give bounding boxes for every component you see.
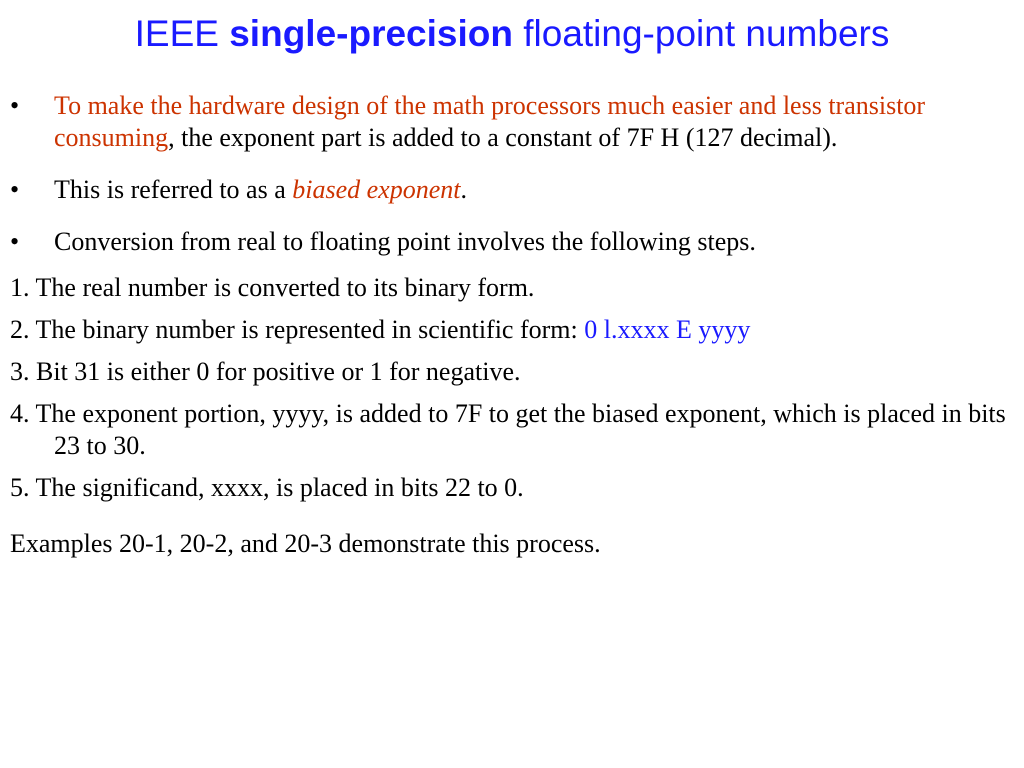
bullet-3 bbox=[10, 226, 1010, 258]
slide-content bbox=[10, 90, 1010, 560]
bullet-3-text: Conversion from real to floating point involves the following steps. bbox=[54, 227, 756, 256]
step-5 bbox=[10, 472, 1010, 504]
title-part-3: floating-point numbers bbox=[512, 13, 890, 54]
step-4-text: 4. The exponent portion, yyyy, is added to 7F to get the biased exponent, which is placed in bits 23 to 30. bbox=[10, 399, 1006, 460]
bullet-2-highlight: biased exponent bbox=[292, 175, 461, 204]
step-3-text: 3. Bit 31 is either 0 for positive or 1 for negative. bbox=[10, 357, 521, 386]
bullet-1-highlight: To make the hardware design of the math processors much easier and less transistor consuming bbox=[54, 91, 926, 152]
slide-title bbox=[0, 14, 1024, 55]
closing-paragraph: Examples 20-1, 20-2, and 20-3 demonstrate this process. bbox=[10, 529, 601, 558]
bullet-2-text: This is referred to as a bbox=[54, 175, 293, 204]
step-1 bbox=[10, 272, 1010, 304]
bullet-1 bbox=[10, 90, 1010, 154]
bullet-2 bbox=[10, 174, 1010, 206]
bullet-marker: • bbox=[10, 175, 20, 204]
title-part-2: single-precision bbox=[229, 13, 513, 54]
step-2-text: 2. The binary number is represented in scientific form: bbox=[10, 315, 585, 344]
bullet-1-text: , the exponent part is added to a constant of 7F H (127 decimal). bbox=[168, 123, 838, 152]
bullet-marker: • bbox=[10, 91, 20, 120]
step-4 bbox=[10, 398, 1010, 462]
step-2-highlight: 0 l.xxxx E yyyy bbox=[584, 315, 751, 344]
step-3 bbox=[10, 356, 1010, 388]
step-1-text: 1. The real number is converted to its binary form. bbox=[10, 273, 535, 302]
step-5-text: 5. The significand, xxxx, is placed in bits 22 to 0. bbox=[10, 473, 524, 502]
step-2 bbox=[10, 314, 1010, 346]
bullet-2-tail: . bbox=[460, 175, 467, 204]
bullet-marker: • bbox=[10, 227, 20, 256]
title-part-1: IEEE bbox=[134, 13, 230, 54]
